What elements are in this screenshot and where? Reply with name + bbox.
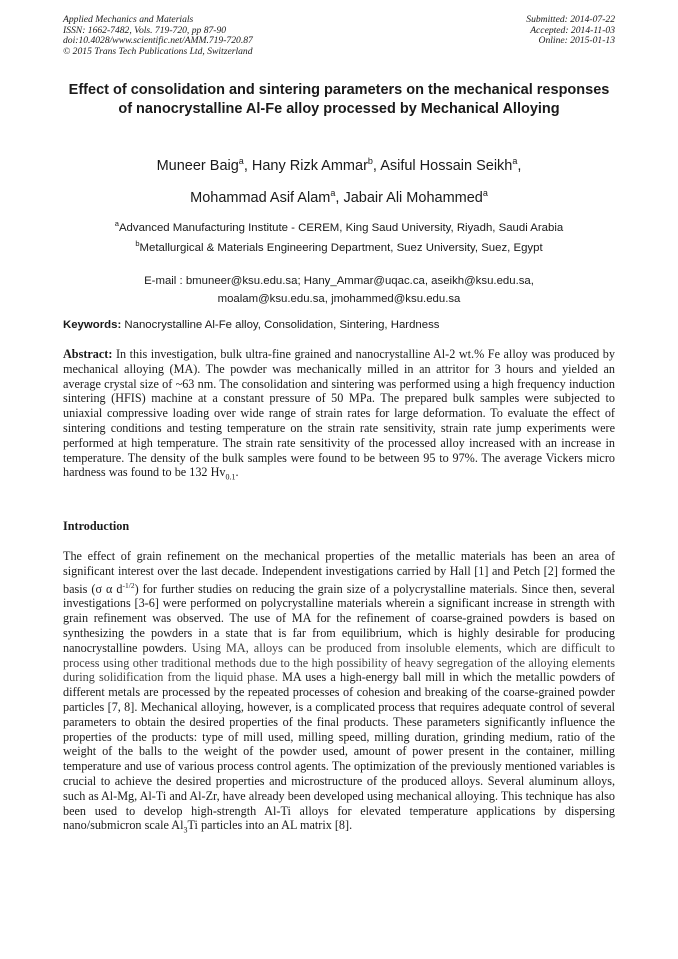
journal-copyright: © 2015 Trans Tech Publications Ltd, Switzerland [63,45,253,57]
section-heading-introduction: Introduction [63,519,130,533]
author-emails [63,273,615,308]
author-line-2: Mohammad Asif Alam$^a$, Jabair Ali Mohammed$^a$ [190,188,488,206]
affiliations [63,216,615,256]
affiliation-b: $^b$Metallurgical & Materials Engineering Department, Suez University, Suez, Egypt [135,238,543,254]
author-affil-sup: a [512,156,518,166]
author-affil-sup: a [482,188,488,198]
author-affil-sup: b [367,156,373,166]
author-name: Muneer Baig [156,157,239,174]
author-name: Jabair Ali Mohammed [343,189,483,206]
submitted-date: Submitted: 2014-07-22 [526,14,615,25]
submission-dates [526,15,615,47]
author-name: Asiful Hossain Seikh [380,157,513,174]
abstract-label: Abstract: [63,347,113,361]
keywords-label: Keywords: [63,319,122,331]
abstract: Abstract: In this investigation, bulk ultra-fine grained and nanocrystalline Al-2 wt.% Fe alloy was produced by mechanical alloying (MA). The powder was mechanically milled in an attritor for 3 hours and yielded an average crystal size of ~63 nm. The consolidation and sintering was performed using a high frequency induction sintering (HFIS) machine at a constant pressure of 50 MPa. The prepared bulk samples were subjected to uniaxial compressive loading over wide range of strain rates for large deformation. To evaluate the effect of sintering conditions and testing temperature on the strain rate sensitivity, strain rate jump experiments were performed at high temperature. The strain rate sensitivity of the processed alloy increased with an increase in temperature. The density of the bulk samples were found to be between 95 to 97%. The average Vickers micro hardness was found to be 132 $Hv_{0.1}$. [63,347,615,482]
journal-name: Applied Mechanics and Materials [63,14,194,25]
author-name: Mohammad Asif Alam [190,189,331,206]
journal-doi[interactable]: doi:10.4028/www.scientific.net/AMM.719-720.87 [63,35,253,47]
email-line-1[interactable]: E-mail : bmuneer@ksu.edu.sa; Hany_Ammar@uqac.ca, aseikh@ksu.edu.sa, [144,275,534,287]
online-date: Online: 2015-01-13 [538,35,615,47]
introduction-body: The effect of grain refinement on the mechanical properties of the metallic materials has been an area of significant interest over the last decade. Independent investigations carried by Hall [1] and Petch [2] formed the basis (σ α $d^{-1/2}$) for further studies on reducing the grain size of a polycrystalline materials. Since then, several investigations [3-6] were performed on polycrystalline materials wherein a significant increase in strength with grain refinement was observed. The use of MA for the refinement of coarse-grained powders is based on synthesizing the powders in a state that is far from equilibrium, which is highly desirable for producing nanocrystalline powders. Using MA, alloys can be produced from insoluble elements, which are difficult to process using other traditional methods due to the high possibility of heavy segregation of the alloying elements during solidification from the liquid phase. MA uses a high-energy ball mill in which the metallic powders of different metals are processed by the repeated processes of cohesion and breaking of the coarse-grained powder particles [7, 8]. Mechanical alloying, however, is a complicated process that requires adequate control of several parameters to obtain the desired properties of the final products. These parameters significantly influence the properties of the products: type of mill used, milling speed, milling duration, grinding medium, ratio of the weight of the balls to the weight of the powder used, amount of power present in the container, milling temperature and use of various process control agents. The optimization of the previously mentioned variables is crucial to achieve the desired properties and microstructure of the produced alloys. Several aluminum alloys, such as Al-Mg, Al-Ti and Al-Zr, have already been developed using mechanical alloying. This technique has also been used to develop high-strength Al-Ti alloys for elevated temperature applications by dispersing nano/submicron scale $Al_3Ti$ particles into an AL matrix [8]. [63,549,616,835]
journal-info [63,15,253,57]
paper-title: Effect of consolidation and sintering parameters on the mechanical responses of nanocrystalline Al-Fe alloy processed by Mechanical Alloying [68,82,610,117]
affiliation-a: $^a$Advanced Manufacturing Institute - CEREM, King Saud University, Riyadh, Saudi Arabia [114,219,564,234]
author-line-1: Muneer Baig$^a$, Hany Rizk Ammar$^b$, Asiful Hossain Seikh$^a$, [156,156,522,174]
keywords [63,318,615,332]
journal-issn: ISSN: 1662-7482, Vols. 719-720, pp 87-90 [63,24,227,36]
abstract-text: In this investigation, bulk ultra-fine grained and nanocrystalline Al-2 wt.% Fe alloy was produced by mechanical alloying (MA). The powder was mechanically milled in an attritor for 3 hours and yielded an average crystal size of ~63 nm. The consolidation and sintering was performed using a high frequency induction sintering (HFIS) machine at a constant pressure of 50 MPa. The prepared bulk samples were subjected to uniaxial compressive loading over wide range of strain rates for large deformation. To evaluate the effect of sintering conditions and testing temperature on the strain rate sensitivity, strain rate jump experiments were performed at high temperature. The strain rate sensitivity of the processed alloy increased with an increase in temperature. The density of the bulk samples were found to be between 95 to 97%. The average Vickers micro hardness was found to be 132 Hv [63,347,615,480]
keywords-text: Nanocrystalline Al-Fe alloy, Consolidation, Sintering, Hardness [121,319,440,331]
email-line-2[interactable]: moalam@ksu.edu.sa, jmohammed@ksu.edu.sa [217,292,461,305]
author-affil-sup: a [238,156,244,166]
author-affil-sup: a [330,188,336,198]
author-name: Hany Rizk Ammar [251,157,368,174]
accepted-date: Accepted: 2014-11-03 [530,24,615,36]
